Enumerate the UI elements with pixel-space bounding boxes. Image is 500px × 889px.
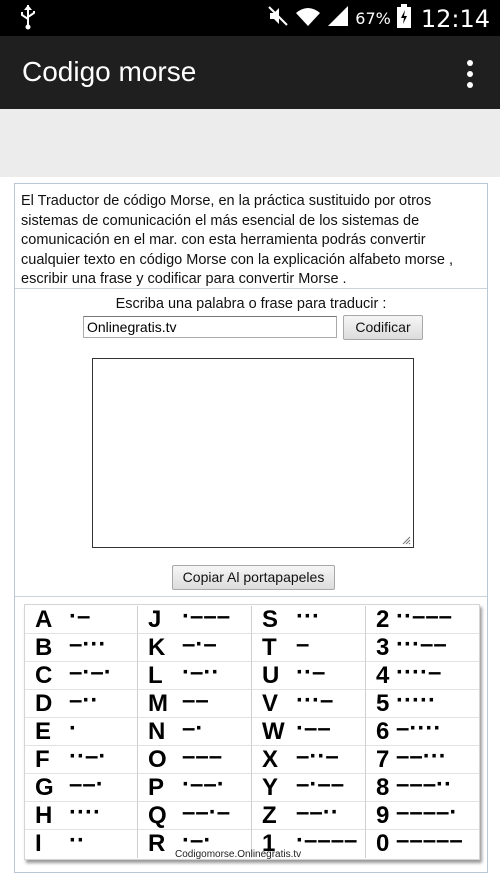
- morse-cell: [138, 631, 252, 662]
- morse-cell: [138, 687, 252, 718]
- morse-cell: [252, 631, 366, 662]
- morse-letter: 2: [376, 606, 390, 633]
- morse-code: ···––: [396, 631, 447, 658]
- usb-icon: [18, 4, 38, 36]
- morse-code: –––··: [396, 771, 453, 798]
- morse-code: ·–: [69, 603, 91, 630]
- morse-code: –·––: [296, 771, 345, 798]
- morse-letter: Q: [148, 802, 167, 829]
- overflow-menu-icon[interactable]: [466, 60, 474, 88]
- morse-letter: 3: [376, 634, 390, 661]
- morse-letter: W: [262, 718, 285, 745]
- morse-cell: [25, 771, 138, 802]
- banner-area: [0, 109, 500, 177]
- morse-letter: N: [148, 718, 166, 745]
- morse-code: –: [296, 631, 310, 658]
- morse-cell: [138, 771, 252, 802]
- morse-cell: [252, 743, 366, 774]
- intro-text: El Traductor de código Morse, en la práctica sustituido por otros sistemas de comunicación el más esencial de los sistemas de comunicación en el mar. con esta herramienta podrás convertir cualquier texto en código Morse con la explicación alfabeto morse , escribir una frase y codificar para convertir Morse .: [21, 193, 454, 287]
- morse-code: ··: [69, 827, 85, 854]
- morse-code: –––: [182, 743, 223, 770]
- morse-code: –··–: [296, 743, 339, 770]
- morse-output-textarea[interactable]: [92, 358, 414, 548]
- morse-cell: [366, 603, 479, 634]
- morse-code: ····–: [396, 659, 442, 686]
- clock: 12:14: [420, 4, 490, 33]
- morse-letter: V: [262, 690, 279, 717]
- morse-cell: [138, 603, 252, 634]
- morse-letter: 0: [376, 830, 390, 857]
- morse-cell: [138, 799, 252, 830]
- morse-cell: [366, 687, 479, 718]
- morse-cell: [138, 659, 252, 690]
- morse-code: –··: [69, 687, 99, 714]
- morse-letter: C: [35, 662, 53, 689]
- morse-cell: [25, 659, 138, 690]
- prompt-label: Escriba una palabra o frase para traducir :: [115, 296, 387, 312]
- phrase-input[interactable]: [83, 316, 337, 338]
- morse-cell: [252, 715, 366, 746]
- morse-letter: J: [148, 606, 162, 633]
- morse-letter: A: [35, 606, 53, 633]
- morse-cell: [138, 715, 252, 746]
- app-bar: [0, 36, 500, 109]
- morse-cell: [252, 799, 366, 830]
- morse-letter: K: [148, 634, 166, 661]
- morse-code: ·–––: [182, 603, 231, 630]
- morse-code: ––·–: [182, 799, 231, 826]
- morse-code: –––––: [396, 827, 463, 854]
- morse-cell: [366, 631, 479, 662]
- morse-code: ·–·: [182, 827, 212, 854]
- morse-cell: [252, 659, 366, 690]
- morse-letter: P: [148, 774, 165, 801]
- morse-cell: [366, 659, 479, 690]
- morse-letter: 4: [376, 662, 390, 689]
- morse-cell: [25, 631, 138, 662]
- morse-cell: [138, 743, 252, 774]
- morse-letter: B: [35, 634, 53, 661]
- morse-letter: Z: [262, 802, 277, 829]
- morse-cell: [25, 687, 138, 718]
- morse-cell: [252, 687, 366, 718]
- mute-icon: [267, 5, 289, 32]
- morse-letter: L: [148, 662, 163, 689]
- morse-letter: Y: [262, 774, 279, 801]
- morse-grid: [25, 605, 481, 861]
- morse-letter: 1: [262, 830, 276, 857]
- morse-cell: [366, 799, 479, 830]
- morse-code: ·––·: [182, 771, 225, 798]
- morse-code: –·–: [182, 631, 217, 658]
- morse-letter: T: [262, 634, 277, 661]
- morse-letter: 7: [376, 746, 390, 773]
- table-caption: Codigomorse.Onlinegratis.tv: [175, 849, 302, 860]
- morse-letter: X: [262, 746, 279, 773]
- signal-icon: [327, 5, 349, 32]
- morse-code: ·––––: [296, 827, 358, 854]
- morse-code: –····: [396, 715, 442, 742]
- morse-cell: [25, 827, 138, 858]
- morse-code: –·–·: [69, 659, 112, 686]
- morse-letter: E: [35, 718, 52, 745]
- morse-letter: D: [35, 690, 53, 717]
- morse-cell: [25, 743, 138, 774]
- morse-letter: 5: [376, 690, 390, 717]
- morse-cell: [366, 827, 479, 858]
- morse-cell: [25, 799, 138, 830]
- translator-panel: [14, 183, 488, 873]
- morse-letter: O: [148, 746, 167, 773]
- copy-to-clipboard-button[interactable]: Copiar Al portapapeles: [172, 565, 335, 590]
- morse-code: ––––·: [396, 799, 458, 826]
- morse-code: ––: [182, 687, 209, 714]
- morse-letter: G: [35, 774, 54, 801]
- morse-code: ····: [69, 799, 101, 826]
- morse-letter: S: [262, 606, 279, 633]
- morse-code: ––··: [296, 799, 339, 826]
- status-bar: [0, 0, 500, 36]
- morse-cell: [252, 603, 366, 634]
- morse-letter: F: [35, 746, 50, 773]
- morse-code: ·····: [396, 687, 436, 714]
- app-title: Codigo morse: [22, 56, 197, 87]
- battery-icon: [397, 4, 411, 33]
- morse-cell: [366, 771, 479, 802]
- morse-code: ·–··: [182, 659, 220, 686]
- morse-cell: [252, 771, 366, 802]
- morse-code: ––·: [69, 771, 104, 798]
- morse-letter: 8: [376, 774, 390, 801]
- morse-letter: 6: [376, 718, 390, 745]
- morse-code: –·: [182, 715, 204, 742]
- morse-letter: R: [148, 830, 166, 857]
- divider: [15, 288, 487, 289]
- morse-code: ··–·: [69, 743, 107, 770]
- battery-percent: 67%: [355, 9, 391, 28]
- morse-code: ··–––: [396, 603, 453, 630]
- morse-letter: 9: [376, 802, 390, 829]
- morse-letter: I: [35, 830, 42, 857]
- divider: [15, 596, 487, 597]
- morse-cell: [366, 743, 479, 774]
- morse-code: ··–: [296, 659, 326, 686]
- morse-code: ·: [69, 715, 77, 742]
- morse-alphabet-table: [24, 604, 480, 860]
- morse-cell: [25, 715, 138, 746]
- morse-code: ···: [296, 603, 320, 630]
- morse-code: ···–: [296, 687, 334, 714]
- resize-grip-icon[interactable]: [401, 535, 411, 545]
- morse-cell: [25, 603, 138, 634]
- morse-letter: M: [148, 690, 168, 717]
- morse-code: ·––: [296, 715, 331, 742]
- morse-letter: H: [35, 802, 53, 829]
- morse-code: ––···: [396, 743, 447, 770]
- morse-letter: U: [262, 662, 280, 689]
- wifi-icon: [295, 5, 321, 32]
- morse-cell: [366, 715, 479, 746]
- encode-button[interactable]: Codificar: [343, 315, 423, 340]
- morse-code: –···: [69, 631, 107, 658]
